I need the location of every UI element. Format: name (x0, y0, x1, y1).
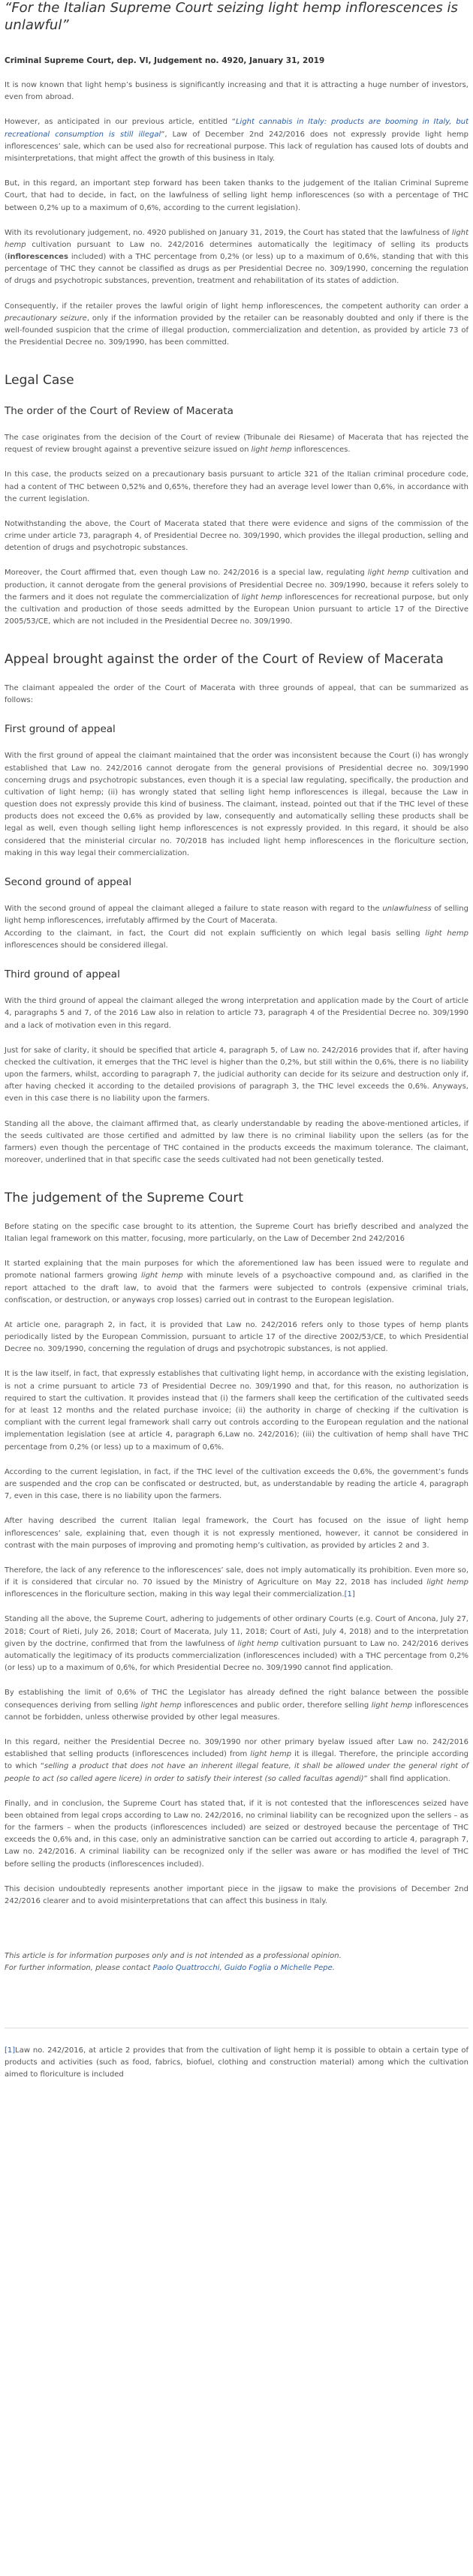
section-heading-legal-case: Legal Case (5, 373, 74, 389)
footnote-anchor-link[interactable]: [1] (5, 2046, 16, 2055)
intro-paragraph: Consequently, if the retailer proves the lawful origin of light hemp inflorescences, the competent authority can order a precautionary seizure, only if the information provided by the retailer can be reasonably doubted and only if there is the well-founded suspicion that the crime of illegal production, commercialization and detention, as provided by article 73 of the Presidential Decree no. 309/1990, has been committed. (5, 302, 468, 347)
appeal-paragraph: Standing all the above, the claimant affirmed that, as clearly understandable by reading the above-mentioned articles, if the seeds cultivated are those certified and admitted by law there is no criminal liability upon the sellers (as for the farmers) even though the percentage of THC contained in the products exceeds the maximum tolerance. The claimant, moreover, underlined that in that specific case the seeds cultivated had not been genetically tested. (5, 1119, 468, 1165)
judgement-paragraph: Before stating on the specific case brought to its attention, the Supreme Court has briefly described and analyzed the Italian legal framework on this matter, focusing, more particularly, on the Law of December 2nd 242/2016 (5, 1222, 468, 1243)
appeal-paragraph: With the third ground of appeal the claimant alleged the wrong interpretation and application made by the Court of article 4, paragraphs 5 and 7, of the 2016 Law also in relation to article 73, paragraph 4 of the Presidential Decree no. 309/1990 and a lack of motivation even in this regard. (5, 997, 468, 1030)
appeal-paragraph: The claimant appealed the order of the Court of Macerata with three grounds of appeal, that can be summarized as follows: (5, 683, 468, 704)
footnote (5, 2045, 468, 2082)
legal-case-paragraph: In this case, the products seized on a precautionary basis pursuant to article 321 of the Italian criminal procedure code, had a content of THC between 0,52% and 0,65%, therefore they had an average level lower than 0,6%, in accordance with the current legislation. (5, 470, 468, 503)
subheading-third-ground: Third ground of appeal (5, 968, 120, 980)
judgement-paragraph: Therefore, the lack of any reference to the inflorescences’ sale, does not imply automatically its prohibition. Even more so, if it is considered that circular no. 70 issued by the Ministry of Agriculture on May 22, 2018 has included light hemp inflorescences in the floriculture section, making in this way legal their commercialization.[1] (5, 1566, 468, 1599)
judgement-paragraph: After having described the current Italian legal framework, the Court has focused on the issue of light hemp inflorescences’ sale, explaining that, even though it is not expressly mentioned, however, it cannot be considered in contrast with the main purposes of improving and promoting hemp’s cultivation, as provided by articles 2 and 3. (5, 1517, 468, 1550)
subheading-court-of-review: The order of the Court of Review of Macerata (5, 404, 233, 417)
disclaimer-text: This article is for information purposes only and is not intended as a professional opinion. (5, 1952, 342, 1961)
subheading-second-ground: Second ground of appeal (5, 876, 132, 889)
judgement-paragraph: At article one, paragraph 2, in fact, it is provided that Law no. 242/2016 refers only to those types of hemp plants periodically listed by the European Commission, pursuant to article 17 of the directive 2002/53/CE, to which Presidential Decree no. 309/1990, concerning the regulation of drugs and psychotropic substances, is not applied. (5, 1320, 468, 1354)
intro-paragraph: It is now known that light hemp’s business is significantly increasing and that it is attracting a huge number of investors, even from abroad. (5, 81, 468, 102)
subheading-first-ground: First ground of appeal (5, 723, 116, 736)
judgement-paragraph: This decision undoubtedly represents another important piece in the jigsaw to make the provisions of December 2nd 242/2016 clearer and to avoid misinterpretations that can affect this business in Italy. (5, 1884, 468, 1906)
judgement-paragraph: According to the current legislation, in fact, if the THC level of the cultivation exceeds the 0,6%, the government’s funds are suspended and the crop can be confiscated or destructed, but, as understandable by reading the article 4, paragraph 7, even in this case, there is no liability upon the farmers. (5, 1467, 468, 1501)
judgement-paragraph: It is the law itself, in fact, that expressly establishes that cultivating light hemp, in accordance with the existing legislation, is not a crime pursuant to article 73 of Presidential Decree no. 309/1990 and that, for this reason, no authorization is required to start the cultivation. It provides instead that (i) the farmers shall keep the certification of the cultivated seeds for at least 12 months and the related purchase invoice; (ii) the authority in charge of checking if the cultivation is compliant with the current legal framework shall carry out controls according to the European regulation and the national implementation legislation (see at article 4, paragraph 6,Law no. 242/2016); (iii) the cultivation of hemp shall have THC percentage from 0,2% (or less) up to a maximum of 0,6%. (5, 1370, 468, 1452)
article-title: “For the Italian Supreme Court seizing light hemp inflorescences is unlawful” (5, 0, 458, 33)
legal-case-paragraph: The case originates from the decision of the Court of review (Tribunale dei Riesame) of Macerata that has rejected the request of review brought against a preventive seizure issued on light hemp inflorescences. (5, 433, 468, 455)
legal-case-paragraph: Notwithstanding the above, the Court of Macerata stated that there were evidence and signs of the commission of the crime under article 73, paragraph 4, of Presidential Decree no. 309/1990, which provides the illegal production, selling and detention of drugs and psychotropic substances. (5, 519, 468, 553)
judgement-paragraph: In this regard, neither the Presidential Decree no. 309/1990 nor other primary byelaw issued after Law no. 242/2016 established that selling products (inflorescences included) from light hemp it is illegal. Therefore, the principle according to which “selling a product that does not have an inherent illegal feature, it shall be allowed under the general right of people to act (so called agere licere) in order to satisfy their interest (so called facultas agendi)” shall find application. (5, 1737, 469, 1783)
judgement-paragraph: Finally, and in conclusion, the Supreme Court has stated that, if it is not contested that the inflorescences seized have been obtained from legal crops according to Law no. 242/2016, no criminal liability can be recognized upon the sellers – as for the farmers – when the products (inflorescences included) are seized or destroyed because the percentage of THC exceeds the 0,6% and, in this case, only an administrative sanction can be carried out according to article 4, paragraph 7, Law no. 242/2016. A criminal liability can be recognized only if the seller was aware or has modified the level of THC before selling the products (inflorescences included). (5, 1799, 468, 1869)
judgement-paragraph: It started explaining that the main purposes for which the aforementioned law has been issued were to regulate and promote national farmers growing light hemp with minute levels of a psychoactive compound and, as clarified in the report attached to the draft law, to avoid that the farmers were subjected to controls (expensive criminal trials, confiscation, or destruction, or anyways crop losses) carried out in contrast to the European legislation. (5, 1259, 468, 1305)
section-heading-appeal: Appeal brought against the order of the Court of Review of Macerata (5, 652, 444, 668)
judgement-paragraph: By establishing the limit of 0,6% of THC the Legislator has already defined the right balance between the possible consequences deriving from selling light hemp inflorescences and public order, therefore selling light hemp inflorescences cannot be forbidden, unless otherwise provided by other legal measures. (5, 1689, 468, 1722)
contact-authors-link[interactable]: Paolo Quattrocchi, Guido Foglia o Michelle Pepe (152, 1964, 333, 1973)
appeal-paragraph: With the second ground of appeal the claimant alleged a failure to state reason with regard to the unlawfulness of selling light hemp inflorescences, irrefutably affirmed by the Court of Macerata. According to the claimant, in fact, the Court did not explain sufficiently on which legal basis selling light hemp inflorescences should be considered illegal. (5, 905, 468, 950)
judgement-reference: Criminal Supreme Court, dep. VI, Judgement no. 4920, January 31, 2019 (5, 56, 325, 65)
intro-paragraph: But, in this regard, an important step forward has been taken thanks to the judgement of the Italian Criminal Supreme Court, that had to decide, in fact, on the lawfulness of selling light hemp inflorescences (so with a percentage of THC between 0,2% up to a maximum of 0,6%, according to the current legislation). (5, 179, 468, 212)
section-heading-judgement: The judgement of the Supreme Court (5, 1190, 244, 1206)
judgement-paragraph: Standing all the above, the Supreme Court, adhering to judgements of other ordinary Courts (e.g. Court of Ancona, July 27, 2018; Court of Rieti, July 26, 2018; Court of Macerata, July 11, 2018; Court of Asti, July 4, 2018) and to the interpretation given by the doctrine, confirmed that from the lawfulness of light hemp cultivation pursuant to Law no. 242/2016 derives automatically the legitimacy of its products commercialization (inflorescences included) with a THC percentage from 0,2% (or less) up to a maximum of 0,6%, for which Presidential Decree no. 309/1990 cannot find application. (5, 1615, 468, 1673)
contact-line: For further information, please contact Paolo Quattrocchi, Guido Foglia o Michelle Pepe. (5, 1964, 335, 1973)
intro-paragraph: However, as anticipated in our previous article, entitled “Light cannabis in Italy: products are booming in Italy, but recreational consumption is still illegal”, Law of December 2nd 242/2016 does not expressly provide light hemp inflorescences’ sale, which can be used also for recreational purpose. This lack of regulation has caused lots of doubts and misinterpretations, that might affect the growth of this business in Italy. (5, 118, 469, 163)
intro-paragraph: With its revolutionary judgement, no. 4920 published on January 31, 2019, the Court has stated that the lawfulness of light hemp cultivation pursuant to Law no. 242/2016 determines automatically the legitimacy of selling its products (inflorescences included) with a THC percentage from 0,2% (or less) up to a maximum of 0,6%, standing that with this percentage of THC they cannot be classified as drugs as per Presidential Decree no. 309/1990, concerning the regulation of drugs and psychotropic substances, prevention, treatment and rehabilitation of its states of addiction. (5, 228, 468, 286)
previous-article-link[interactable]: Light cannabis in Italy: products are booming in Italy, but recreational consumption is still illegal (5, 118, 468, 139)
appeal-paragraph: Just for sake of clarity, it should be specified that article 4, paragraph 5, of Law no. 242/2016 provides that if, after having checked the cultivation, it emerges that the THC level is higher than the 0,2%, but still within the 0,6%, there is no liability upon the farmers, whilst, according to paragraph 7, the judicial authority can decide for its seizure and destruction only if, after having checked it according to the detailed provisions of paragraph 3, the THC level exceeds the 0,6%. Anyways, even in this case there is no liability upon the farmers. (5, 1046, 468, 1103)
footnote-text: [1]Law no. 242/2016, at article 2 provides that from the cultivation of light hemp it is possible to obtain a certain type of products and activities (such as food, fabrics, biofuel, clothing and construction material) among which the cultivation aimed to floriculture is included (5, 2046, 468, 2079)
appeal-paragraph: With the first ground of appeal the claimant maintained that the order was inconsistent because the Court (i) has wrongly established that Law no. 242/2016 cannot derogate from the general provisions of Presidential decree no. 309/1990 concerning drugs and psychotropic substances, even though it is a special law regulating, specifically, the production and cultivation of light hemp; (ii) has wrongly stated that selling light hemp inflorescences is illegal, because the Law in question does not expressly provide this kind of business. The claimant, instead, pointed out that if the THC level of these products does not exceed the 0,6% as provided by law, consequently and automatically selling these products shall be legal as well, even though selling light hemp inflorescences is not expressly provided. In this regard, it should be also considered that the ministerial circular no. 70/2018 has included light hemp inflorescences in the floriculture section, making in this way legal their commercialization. (5, 752, 468, 857)
legal-case-paragraph: Moreover, the Court affirmed that, even though Law no. 242/2016 is a special law, regulating light hemp cultivation and production, it cannot derogate from the general provisions of Presidential Decree no. 309/1990, because it refers solely to the farmers and it does not regulate the commercialization of light hemp inflorescences for recreational purpose, but only the cultivation and production of those seeds admitted by the European Union pursuant to article 17 of the Directive 2005/53/CE, which are not included in the Presidential Decree no. 309/1990. (5, 569, 469, 626)
footnote-reference-link[interactable]: [1] (344, 1590, 355, 1599)
